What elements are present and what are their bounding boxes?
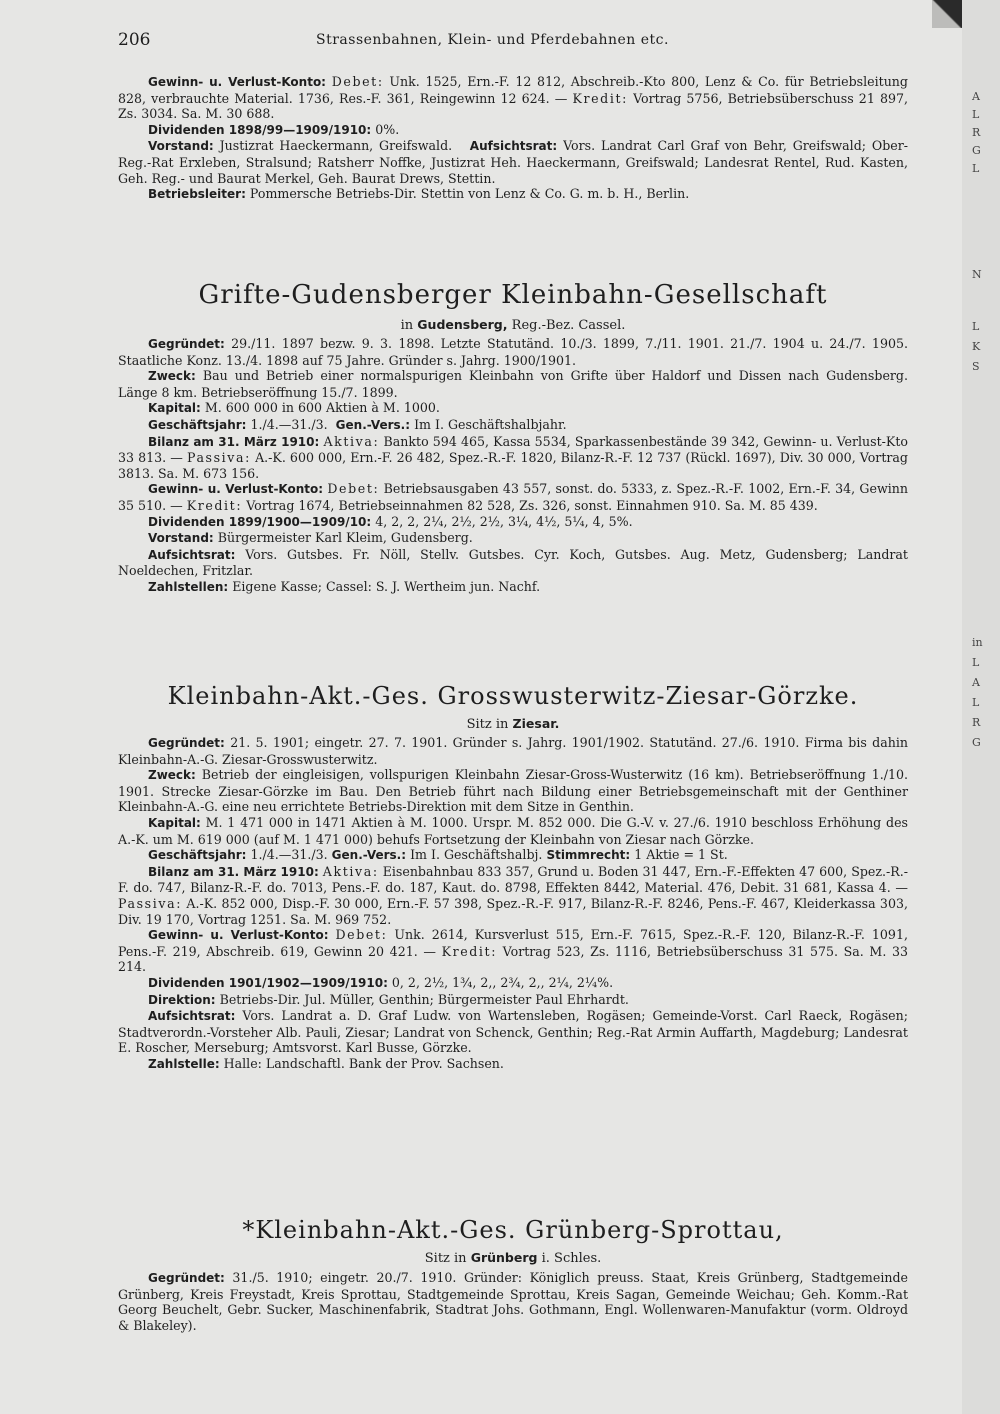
top-entry-continuation: Gewinn- u. Verlust-Konto: Debet: Unk. 1525, Ern.-F. 12 812, Abschreib.-Kto 800, Lenz & Co. für Betriebsleitung 828, verbrauchte Material. 1736, Res.-F. 361, Reingewinn 12 624. — Kredit: Vortrag 5756, Betriebsüberschuss 21 897, Zs. 3034. Sa. M. 30 688. Dividenden 1898/99—1909/1910: 0%. Vorstand: Justizrat Haeckermann, Greifswald. Aufsichtsrat: Vors. Landrat Carl Graf von Behr, Greifswald; Ober-Reg.-Rat Erxleben, Stralsund; Ratsherr Noffke, Justizrat Heh. Haeckermann, Greifswald; Landesrat Rentel, Rud. Kasten, Geh. Reg.- und Baurat Merkel, Geh. Baurat Drews, Stettin. Betriebsleiter: Pommersche Betriebs-Dir. Stettin von Lenz & Co. G. m. b. H., Berlin. <box>118 74 908 202</box>
margin-fragment: L <box>972 108 980 121</box>
facing-page-edge <box>962 0 1000 1414</box>
margin-fragment: K <box>972 340 981 353</box>
entry-title-grosswusterwitz: Kleinbahn-Akt.-Ges. Grosswusterwitz-Ziesar-Görzke. <box>167 682 859 710</box>
entry-subtitle-grosswusterwitz: Sitz in Ziesar. <box>466 716 560 732</box>
margin-fragment: L <box>972 162 980 175</box>
margin-fragment: N <box>972 268 982 281</box>
running-header <box>118 30 908 54</box>
margin-fragment: A <box>972 90 980 103</box>
margin-fragment: R <box>972 126 981 139</box>
page-number: 206 <box>118 30 151 50</box>
margin-fragment: R <box>972 716 981 729</box>
margin-fragment: A <box>972 676 980 689</box>
entry-body-grosswusterwitz: Gegründet: 21. 5. 1901; eingetr. 27. 7. 1901. Gründer s. Jahrg. 1901/1902. Statutänd. 27./6. 1910. Firma bis dahin Kleinbahn-A.-G. Ziesar-Grosswusterwitz. Zweck: Betrieb der eingleisigen, vollspurigen Kleinbahn Ziesar-Gross-Wusterwitz (16 km). Betriebseröffnung 1./10. 1901. Strecke Ziesar-Görzke im Bau. Den Betrieb führt nach Bildung einer Betriebsgemeinschaft mit der Genthiner Kleinbahn-A.-G. eine neu errichtete Betriebs-Direktion mit dem Sitze in Genthin. Kapital: M. 1 471 000 in 1471 Aktien à M. 1000. Urspr. M. 852 000. Die G.-V. v. 27./6. 1910 beschloss Erhöhung des A.-K. um M. 619 000 (auf M. 1 471 000) behufs Fortsetzung der Kleinbahn von Ziesar nach Görzke. Geschäftsjahr: 1./4.—31./3. Gen.-Vers.: Im I. Geschäftshalbj. Stimmrecht: 1 Aktie = 1 St. Bilanz am 31. März 1910: Aktiva: Eisenbahnbau 833 357, Grund u. Boden 31 447, Ern.-F.-Effekten 47 600, Spez.-R.-F. do. 747, Bilanz-R.-F. do. 7013, Pens.-F. do. 187, Kaut. do. 8798, Effekten 8442, Material. 476, Debit. 31 681, Kassa 4. — Passiva: A.-K. 852 000, Disp.-F. 30 000, Ern.-F. 57 398, Spez.-R.-F. 917, Bilanz-R.-F. 8246, Pens.-F. 467, Kleiderkassa 303, Div. 19 170, Vortrag 1251. Sa. M. 969 752. Gewinn- u. Verlust-Konto: Debet: Unk. 2614, Kursverlust 515, Ern.-F. 7615, Spez.-R.-F. 120, Bilanz-R.-F. 1091, Pens.-F. 219, Abschreib. 619, Gewinn 20 421. — Kredit: Vortrag 523, Zs. 1116, Betriebsüberschuss 31 575. Sa. M. 33 214. Dividenden 1901/1902—1909/1910: 0, 2, 2½, 1¾, 2,, 2¾, 2,, 2¼, 2¼%. Direktion: Betriebs-Dir. Jul. Müller, Genthin; Bürgermeister Paul Ehrhardt. Aufsichtsrat: Vors. Landrat a. D. Graf Ludw. von Wartensleben, Rogäsen; Gemeinde-Vorst. Carl Raeck, Rogäsen; Stadtverordn.-Vorsteher Alb. Pauli, Ziesar; Landrat von Schenck, Genthin; Reg.-Rat Armin Auffarth, Magdeburg; Landesrat E. Roscher, Merseburg; Amtsvorst. Karl Busse, Görzke. Zahlstelle: Halle: Landschaftl. Bank der Prov. Sachsen. <box>118 735 909 1071</box>
margin-fragment: L <box>972 696 980 709</box>
entry-body-grifte-gudensberg: Gegründet: 29./11. 1897 bezw. 9. 3. 1898. Letzte Statutänd. 10./3. 1899, 7./11. 1901. 21./7. 1904 u. 24./7. 1905. Staatliche Konz. 13./4. 1898 auf 75 Jahre. Gründer s. Jahrg. 1900/1901. Zweck: Bau und Betrieb einer normalspurigen Kleinbahn von Grifte über Haldorf und Dissen nach Gudensberg. Länge 8 km. Betriebseröffnung 15./7. 1899. Kapital: M. 600 000 in 600 Aktien à M. 1000. Geschäftsjahr: 1./4.—31./3. Gen.-Vers.: Im I. Geschäftshalbjahr. Bilanz am 31. März 1910: Aktiva: Bankto 594 465, Kassa 5534, Sparkassenbestände 39 342, Gewinn- u. Verlust-Kto 33 813. — Passiva: A.-K. 600 000, Ern.-F. 26 482, Spez.-R.-F. 1820, Bilanz-R.-F. 12 737 (Rückl. 1697), Div. 30 000, Vortrag 3813. Sa. M. 673 156. Gewinn- u. Verlust-Konto: Debet: Betriebsausgaben 43 557, sonst. do. 5333, z. Spez.-R.-F. 1002, Ern.-F. 34, Gewinn 35 510. — Kredit: Vortrag 1674, Betriebseinnahmen 82 528, Zs. 326, sonst. Einnahmen 910. Sa. M. 85 439. Dividenden 1899/1900—1909/10: 4, 2, 2, 2¼, 2½, 2½, 3¼, 4½, 5¼, 4, 5%. Vorstand: Bürgermeister Karl Kleim, Gudensberg. Aufsichtsrat: Vors. Gutsbes. Fr. Nöll, Stellv. Gutsbes. Cyr. Koch, Gutsbes. Aug. Metz, Gudensberg; Landrat Noeldechen, Fritzlar. Zahlstellen: Eigene Kasse; Cassel: S. J. Wertheim jun. Nachf. <box>118 336 908 594</box>
running-title: Strassenbahnen, Klein- und Pferdebahnen etc. <box>316 32 669 48</box>
entry-title-gruenberg-sprottau: *Kleinbahn-Akt.-Ges. Grünberg-Sprottau, <box>242 1216 784 1244</box>
entry-body-gruenberg-sprottau: Gegründet: 31./5. 1910; eingetr. 20./7. 1910. Gründer: Königlich preuss. Staat, Kreis Grünberg, Stadtgemeinde Grünberg, Kreis Freystadt, Kreis Sprottau, Stadtgemeinde Sprottau, Kreis Sagan, Gemeinde Weichau; Geh. Komm.-Rat Georg Beuchelt, Gebr. Sucker, Maschinenfabrik, Stadtrat Johs. Gothmann, Engl. Wollenwaren-Manufaktur (vorm. Oldroyd & Blakeley). <box>118 1270 908 1333</box>
margin-fragment: L <box>972 320 980 333</box>
entry-title-grifte-gudensberg: Grifte-Gudensberger Kleinbahn-Gesellschaft <box>198 280 828 310</box>
margin-fragment: in <box>972 636 983 649</box>
entry-subtitle-grifte-gudensberg: in Gudensberg, Reg.-Bez. Cassel. <box>400 317 626 333</box>
margin-fragment: G <box>972 144 981 157</box>
page-corner-crease <box>932 0 962 28</box>
margin-fragment: L <box>972 656 980 669</box>
margin-fragment: S <box>972 360 980 373</box>
entry-subtitle-gruenberg-sprottau: Sitz in Grünberg i. Schles. <box>424 1250 602 1266</box>
margin-fragment: G <box>972 736 981 749</box>
